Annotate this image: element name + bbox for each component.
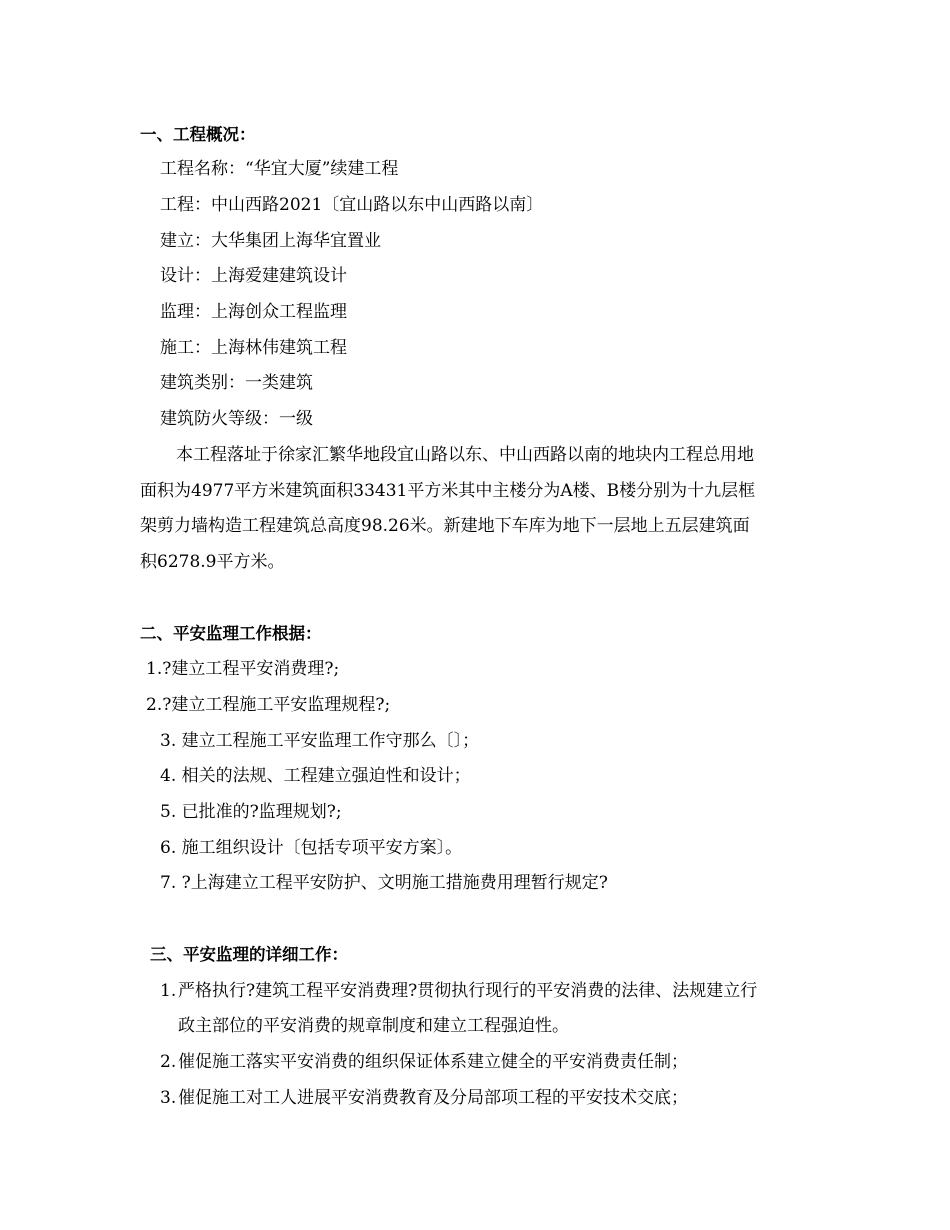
work-item-3-line-1: 催促施工对工人进展平安消费教育及分局部项工程的平安技术交底； <box>178 1088 688 1108</box>
section-1-heading: 一、工程概况： <box>140 125 256 144</box>
info-line-developer: 建立：大华集团上海华宜置业 <box>160 231 381 251</box>
section-3-heading: 三、平安监理的详细工作： <box>150 945 348 964</box>
basis-item-3: 3. 建立工程施工平安监理工作守那么〔〕； <box>160 731 480 751</box>
basis-item-4: 4. 相关的法规、工程建立强迫性和设计； <box>160 766 471 786</box>
basis-item-1: 1.?建立工程平安消费理?; <box>146 659 340 679</box>
work-item-3-number: 3. <box>160 1088 177 1108</box>
basis-item-7: 7. ?上海建立工程平安防护、文明施工措施费用理暂行规定? <box>160 873 608 893</box>
info-line-contractor: 施工：上海林伟建筑工程 <box>160 338 347 358</box>
info-line-building-category: 建筑类别：一类建筑 <box>160 373 313 393</box>
basis-item-2: 2.?建立工程施工平安监理规程?; <box>146 695 391 715</box>
paragraph-line-2: 面积为4977平方米建筑面积33431平方米其中主楼分为A楼、B楼分别为十九层框 <box>140 481 756 501</box>
section-2-heading: 二、平安监理工作根据： <box>140 624 322 643</box>
info-line-supervisor: 监理：上海创众工程监理 <box>160 302 347 322</box>
work-item-2-line-1: 催促施工落实平安消费的组织保证体系建立健全的平安消费责任制； <box>178 1052 688 1072</box>
info-line-project-name: 工程名称：“华宜大厦”续建工程 <box>160 159 399 179</box>
paragraph-line-4: 积6278.9平方米。 <box>140 552 285 572</box>
work-item-2-number: 2. <box>160 1052 177 1072</box>
work-item-1-line-1: 严格执行?建筑工程平安消费理?贯彻执行现行的平安消费的法律、法规建立行 <box>178 981 758 1001</box>
work-item-1-line-2: 政主部位的平安消费的规章制度和建立工程强迫性。 <box>178 1016 569 1036</box>
basis-item-6: 6. 施工组织设计〔包括专项平安方案〕。 <box>160 838 463 858</box>
paragraph-line-3: 架剪力墙构造工程建筑总高度98.26米。新建地下车库为地下一层地上五层建筑面 <box>140 516 750 536</box>
paragraph-line-1: 本工程落址于徐家汇繁华地段宜山路以东、中山西路以南的地块内工程总用地 <box>176 445 754 465</box>
info-line-project-location: 工程：中山西路2021〔宜山路以东中山西路以南〕 <box>160 195 544 215</box>
info-line-designer: 设计：上海爱建建筑设计 <box>160 266 347 286</box>
work-item-1-number: 1. <box>160 981 177 1001</box>
basis-item-5: 5. 已批准的?监理规划?; <box>160 802 342 822</box>
info-line-fire-rating: 建筑防火等级：一级 <box>160 409 313 429</box>
